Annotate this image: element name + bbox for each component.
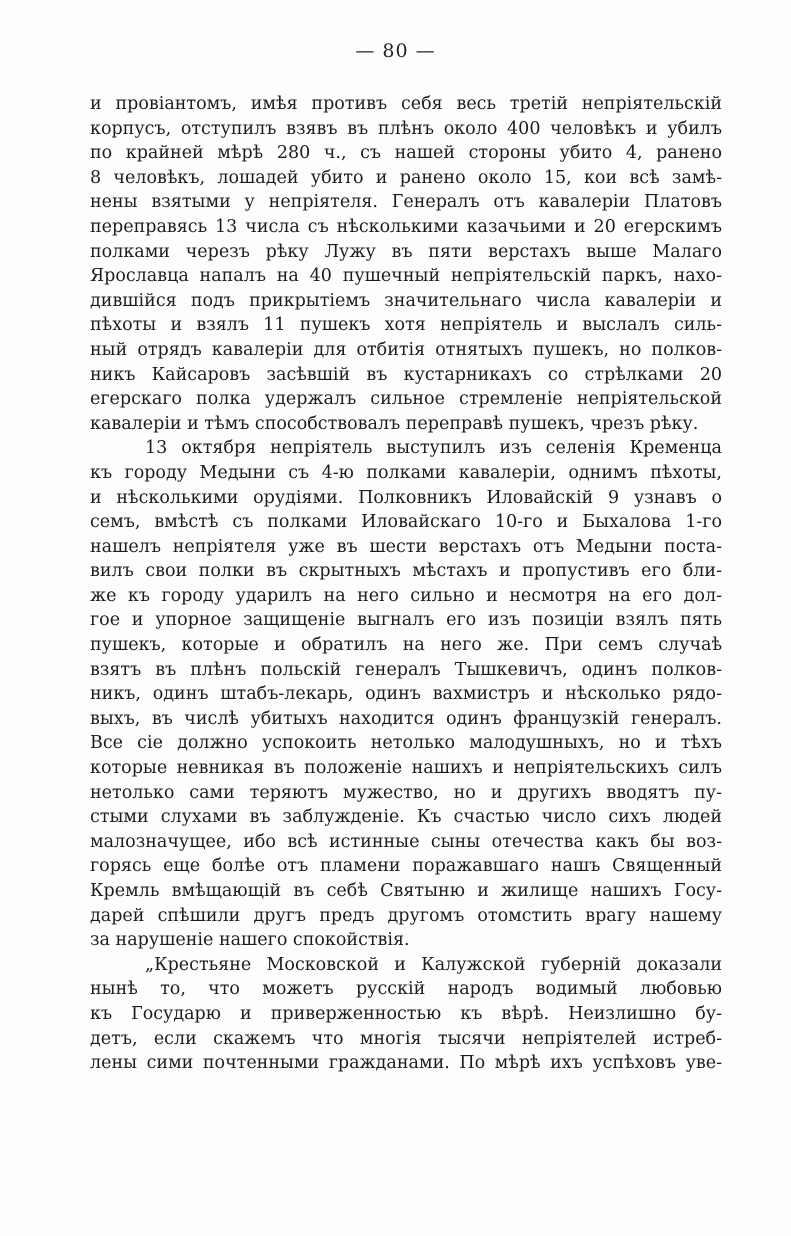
text-line: вилъ свои полки въ скрытныхъ мѣстахъ и пропустивъ его бли- [90, 561, 722, 582]
text-line: пушекъ, которые и обратилъ на него же. При семъ случаѣ [90, 635, 722, 656]
text-line: 13 октября непріятель выступилъ изъ селенія Кременца [145, 438, 722, 459]
text-line: ный отрядъ кавалеріи для отбитія отнятыхъ пушекъ, но полков- [90, 339, 722, 360]
text-line: малозначущее, ибо всѣ истинные сыны отечества какъ бы воз- [90, 831, 722, 852]
text-line: гое и упорное защищеніе выгналъ его изъ позиціи взялъ пять [90, 610, 722, 631]
text-line: взятъ въ плѣнъ польскій генералъ Тышкевичъ, одинъ полков- [90, 659, 722, 680]
text-line: нены взятыми у непріятеля. Генералъ отъ кавалеріи Платовъ [90, 192, 722, 213]
text-line: нынѣ то, что можетъ русскій народъ водимый любовью [90, 979, 722, 1000]
text-line: стыми слухами въ заблужденіе. Къ счастью число сихъ людей [90, 807, 722, 828]
text-line: „Крестьяне Московской и Калужской губерній доказали [145, 954, 722, 975]
text-line: и нѣсколькими орудіями. Полковникъ Иловайскій 9 узнавъ о [90, 487, 722, 508]
body-text [90, 92, 722, 1076]
page-number: — 80 — [355, 40, 436, 62]
text-line: Все сіе должно успокоить нетолько малодушныхъ, но и тѣхъ [90, 733, 722, 754]
text-line: и провіантомъ, имѣя противъ себя весь третій непріятельскій [90, 94, 722, 114]
text-line: же къ городу ударилъ на него сильно и несмотря на его дол- [90, 585, 722, 606]
text-line: дившійся подъ прикрытіемъ значительнаго числа кавалеріи и [90, 290, 722, 311]
text-line: егерскаго полка удержалъ сильное стремленіе непріятельской [90, 389, 722, 410]
text-line: которые невникая въ положеніе нашихъ и непріятельскихъ силъ [90, 758, 722, 779]
text-line: корпусъ, отступилъ взявъ въ плѣнъ около 400 человѣкъ и убилъ [90, 118, 722, 139]
text-line: переправясь 13 числа съ нѣсколькими казачьими и 20 егерскимъ [90, 216, 722, 237]
text-line: выхъ, въ числѣ убитыхъ находится одинъ французкій генералъ. [90, 708, 722, 729]
text-line: пѣхоты и взялъ 11 пушекъ хотя непріятель и выслалъ силь- [90, 315, 722, 336]
text-line: лены сими почтенными гражданами. По мѣрѣ ихъ успѣховъ уве- [90, 1053, 722, 1074]
text-line: по крайней мѣрѣ 280 ч., съ нашей стороны убито 4, ранено [90, 143, 722, 164]
text-line: горясь еще болѣе отъ пламени поражавшаго нашъ Священный [90, 856, 722, 877]
text-line: нашелъ непріятеля уже въ шести верстахъ отъ Медыни поста- [90, 536, 722, 557]
text-line: Ярославца напалъ на 40 пушечный непріятельскій паркъ, нахо- [90, 266, 722, 287]
text-line: полками черезъ рѣку Лужу въ пяти верстахъ выше Малаго [90, 241, 722, 262]
text-line: нетолько сами теряютъ мужество, но и другихъ вводятъ пу- [90, 782, 722, 803]
text-line: детъ, если скажемъ что многія тысячи непріятелей истреб- [90, 1028, 722, 1049]
text-line: кавалеріи и тѣмъ способствовалъ переправѣ пушекъ, чрезъ рѣку. [90, 413, 699, 434]
text-line: никъ, одинъ штабъ-лекарь, одинъ вахмистръ и нѣсколько рядо- [90, 684, 722, 705]
text-line: никъ Кайсаровъ засѣвшій въ кустарникахъ со стрѣлками 20 [90, 364, 722, 385]
text-line: дарей спѣшили другъ предъ другомъ отомстить врагу нашему [90, 905, 722, 926]
text-line: семъ, вмѣстѣ съ полками Иловайскаго 10-го и Быхалова 1-го [90, 512, 722, 533]
text-line: Кремль вмѣщающій въ себѣ Святыню и жилище нашихъ Госу- [90, 881, 722, 901]
text-line: къ городу Медыни съ 4-ю полками кавалеріи, однимъ пѣхоты, [90, 462, 722, 483]
text-line: за нарушеніе нашего спокойствія. [90, 930, 410, 951]
text-line: къ Государю и приверженностью къ вѣрѣ. Неизлишно бу- [90, 1003, 722, 1024]
text-line: 8 человѣкъ, лошадей убито и ранено около 15, кои всѣ замѣ- [90, 167, 722, 188]
